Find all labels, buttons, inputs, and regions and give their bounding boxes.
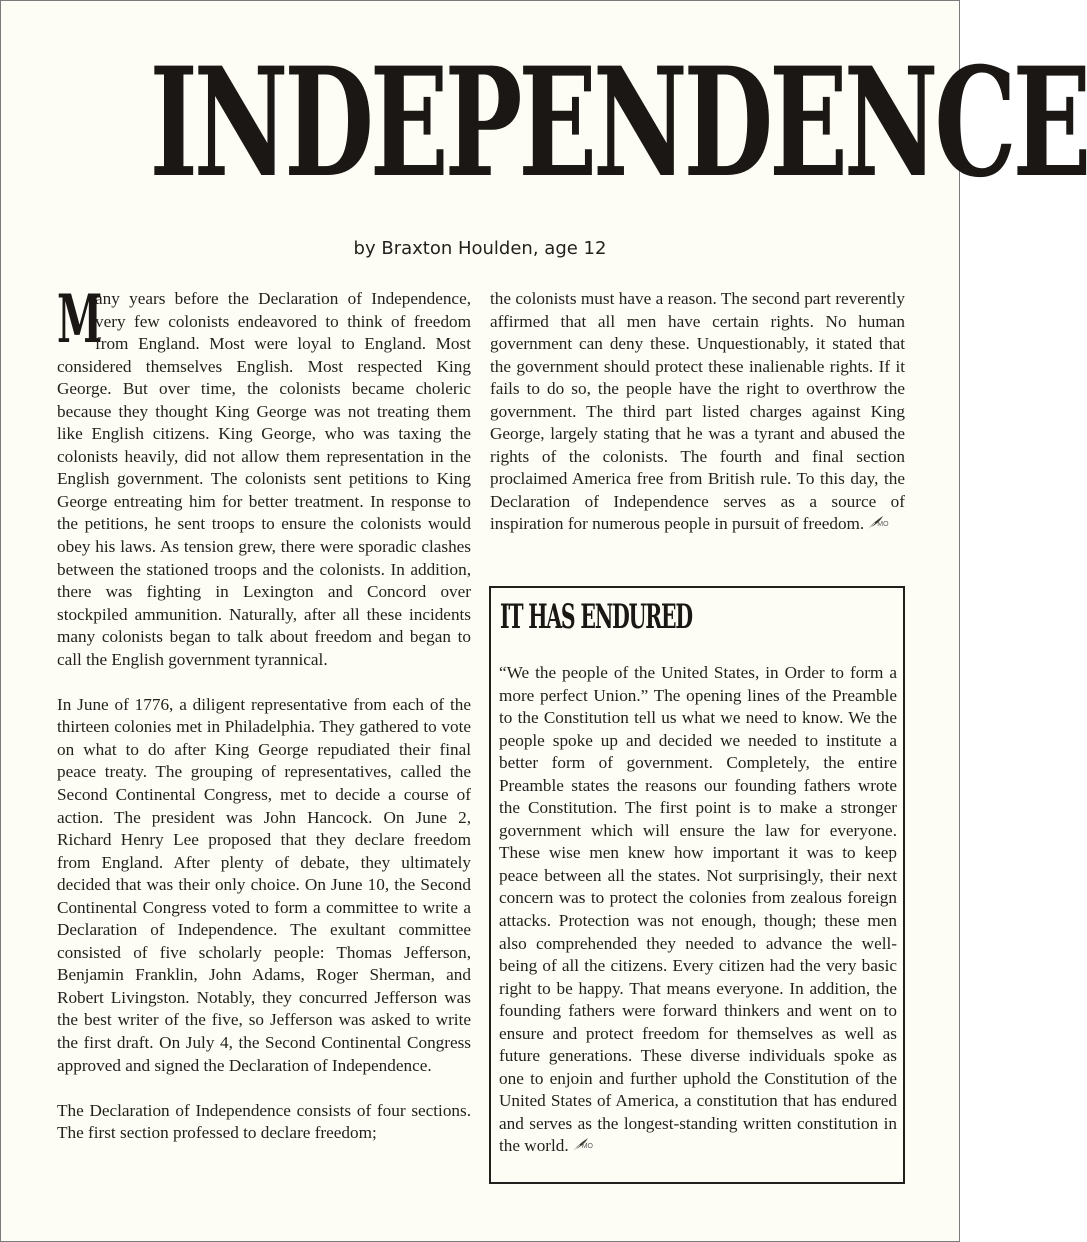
drop-cap: M <box>57 280 103 358</box>
sidebar-text: “We the people of the United States, in Order to form a more perfect Union.” The opening lines of the Preamble to the Constitution tell us what we need to know. We the people spoke up and decided we needed to institute a better form of government. Completely, the entire Preamble states the reasons our founding fathers wrote the Constitution. The first point is to make a stronger government which will ensure the law for everyone. These wise men knew how important it was to keep peace between all the states. Not surprisingly, their next concern was to protect the colonies from zealous foreign attacks. Protection was not enough, though; these men also comprehended they needed to advance the well-being of all the citizens. Every citizen had the very basic right to be happy. That means everyone. In addition, the founding fathers were forward thinkers and went on to ensure and protect freedom for themselves as well as future generations. These diverse individuals spoke as one to enjoin and further uphold the Constitution of the United States of America, a constitution that has endured and serves as the longest-standing written constitution in the world. <box>499 663 897 1156</box>
article-paragraph-3-continued <box>490 288 905 536</box>
byline: by Braxton Houlden, age 12 <box>353 238 607 259</box>
paragraph-1-text: any years before the Declaration of Independence, very few colonists endeavored to think of freedom from England. Most were loyal to England. Most considered themselves English. Most respected King George. But over time, the colonists became choleric because they thought King George was not treating them like English citizens. King George, who was taxing the colonists heavily, did not allow them representation in the English government. The colonists sent petitions to King George entreating him for better treatment. In response to the petitions, he sent troops to ensure the colonists would obey his laws. As tension grew, there were sporadic clashes between the stationed troops and the colonists. In addition, there was fighting in Lexington and Concord over stockpiled ammunition. Naturally, after all these incidents many colonists began to talk about freedom and began to call the English government tyrannical. <box>57 289 471 669</box>
sidebar-paragraph <box>499 662 897 1158</box>
end-mark-initials: MO <box>877 521 889 529</box>
paragraph-3-continued-text: the colonists must have a reason. The second part reverently affirmed that all men have certain rights. No human government can deny these. Unquestionably, it stated that the government should protect these inalienable rights. If it fails to do so, the people have the right to overthrow the government. The third part listed charges against King George, largely stating that he was a tyrant and abused the rights of the colonists. The fourth and final section proclaimed America free from British rule. To this day, the Declaration of Independence serves as a source of inspiration for numerous people in pursuit of freedom. <box>490 289 905 534</box>
article-paragraph-3: The Declaration of Independence consists of four sections. The first section professed to declare freedom; <box>57 1100 471 1143</box>
quill-pen-icon <box>571 1137 597 1153</box>
article-column-continuation <box>490 288 905 536</box>
sidebar-body <box>499 662 897 1158</box>
article-paragraph-1 <box>57 280 471 671</box>
sidebar-title: IT HAS ENDURED <box>500 597 692 637</box>
sidebar-box <box>489 586 905 1184</box>
article-paragraph-2: In June of 1776, a diligent representative from each of the thirteen colonies met in Philadelphia. They gathered to vote on what to do after King George repudiated their final peace treaty. The grouping of representatives, called the Second Continental Congress, met to decide a course of action. The president was John Hancock. On June 2, Richard Henry Lee proposed that they declare freedom from England. After plenty of debate, they ultimately decided that was their only choice. On June 10, the Second Continental Congress voted to form a committee to write a Declaration of Independence. The exultant committee consisted of five scholarly people: Thomas Jefferson, Benjamin Franklin, John Adams, Roger Sherman, and Robert Livingston. Notably, they concurred Jefferson was the best writer of the five, so Jefferson was asked to write the first draft. On July 4, the Second Continental Congress approved and signed the Declaration of Independence. <box>57 694 471 1075</box>
end-mark-initials: MO <box>581 1143 593 1151</box>
article-column-left <box>57 280 471 1145</box>
quill-pen-icon <box>866 515 892 531</box>
article-title: INDEPENDENCE <box>149 35 1087 211</box>
